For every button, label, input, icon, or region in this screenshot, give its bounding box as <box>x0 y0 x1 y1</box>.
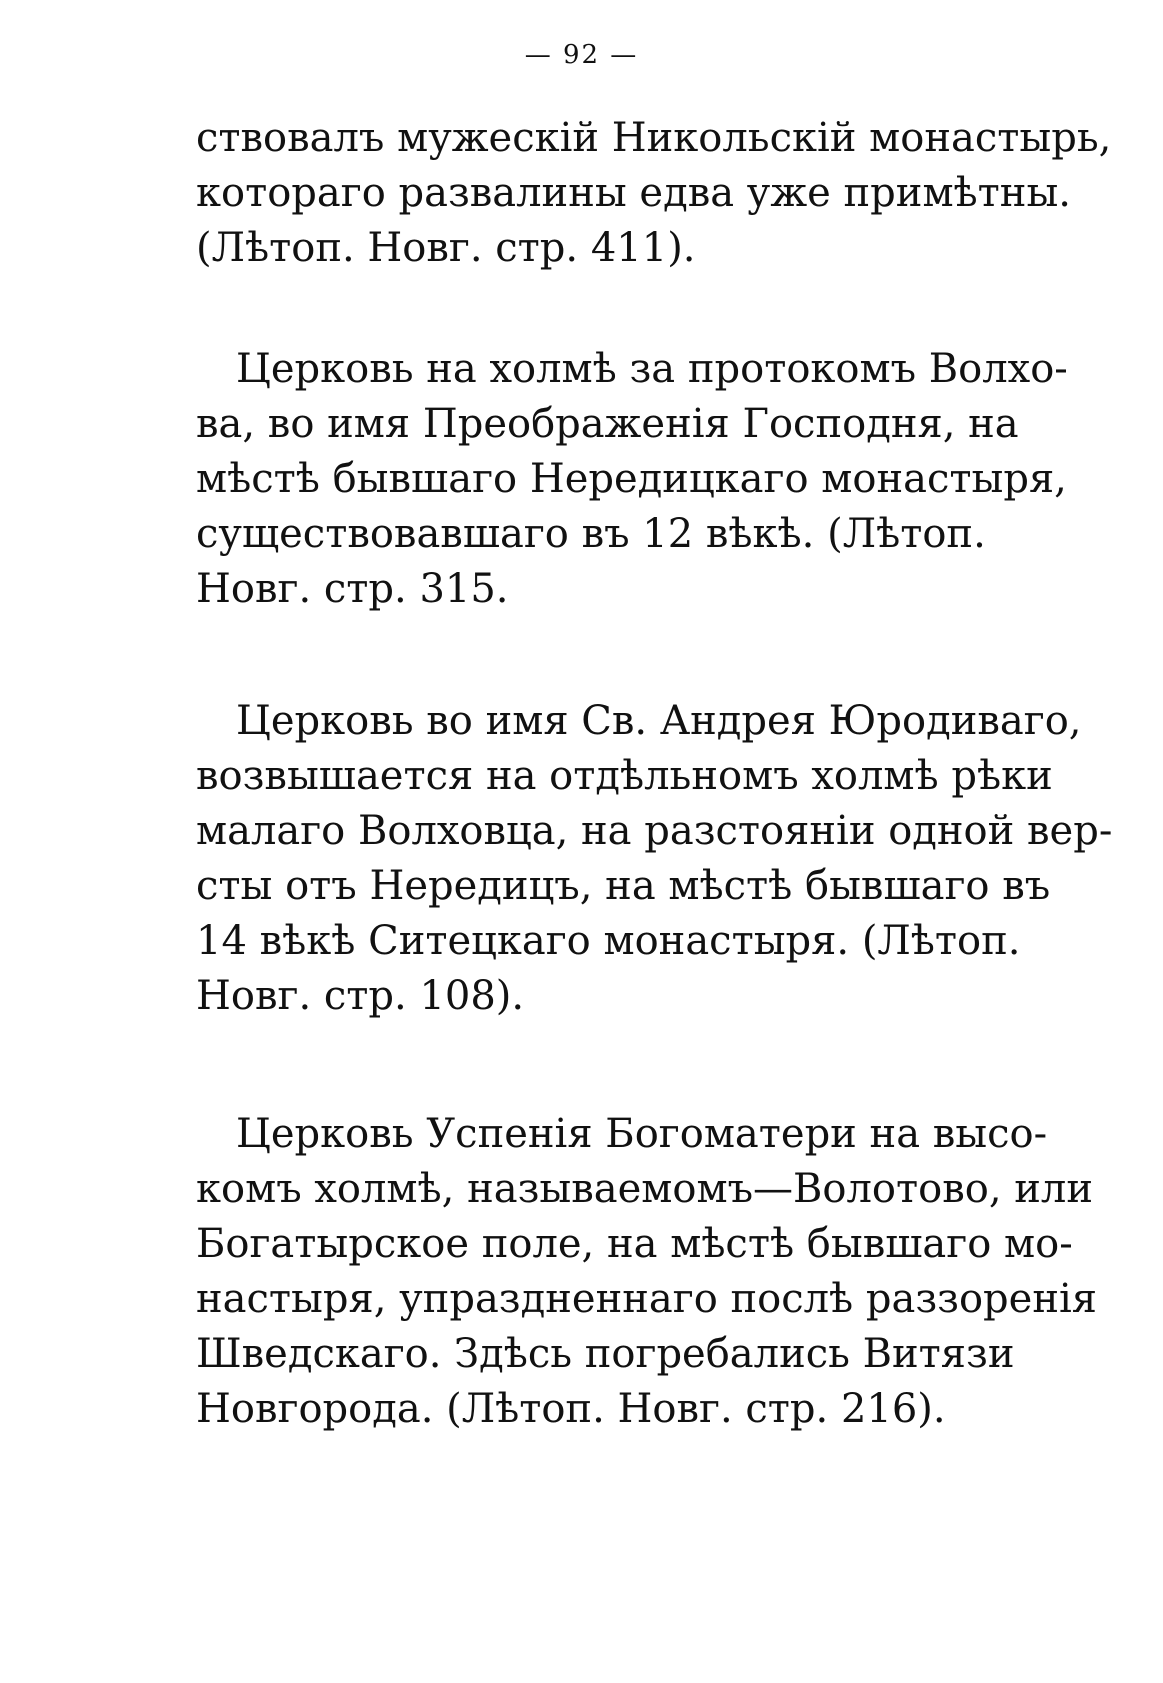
paragraph-dormition-church <box>196 1107 1098 1437</box>
text-line: 14 вѣкѣ Ситецкаго монастыря. (Лѣтоп. <box>196 918 1021 964</box>
text-line: ствовалъ мужескій Никольскій монастырь, <box>196 115 1112 161</box>
text-line: Богатырское поле, на мѣстѣ бывшаго мо- <box>196 1221 1073 1267</box>
text-line: сты отъ Нередицъ, на мѣстѣ бывшаго въ <box>196 863 1051 909</box>
paragraph-nikolsky-monastery <box>196 111 1112 276</box>
text-line: существовавшаго въ 12 вѣкѣ. (Лѣтоп. <box>196 511 986 557</box>
text-line: мѣстѣ бывшаго Нередицкаго монастыря, <box>196 456 1067 502</box>
paragraph-transfiguration-church <box>196 342 1068 617</box>
page-number: — 92 — <box>524 40 639 70</box>
text-line: ва, во имя Преображенія Господня, на <box>196 401 1019 447</box>
text-line: (Лѣтоп. Новг. стр. 411). <box>196 225 696 271</box>
text-line: Церковь на холмѣ за протокомъ Волхо- <box>236 346 1068 392</box>
text-line: возвышается на отдѣльномъ холмѣ рѣки <box>196 753 1053 799</box>
text-line: комъ холмѣ, называемомъ—Волотово, или <box>196 1166 1093 1212</box>
text-line: Новг. стр. 315. <box>196 566 509 612</box>
text-line: Церковь Успенія Богоматери на высо- <box>236 1111 1048 1157</box>
paragraph-st-andrew-church <box>196 694 1113 1024</box>
text-line: Церковь во имя Св. Андрея Юродиваго, <box>236 698 1082 744</box>
text-line: малаго Волховца, на разстояніи одной вер- <box>196 808 1113 854</box>
text-line: Шведскаго. Здѣсь погребались Витязи <box>196 1331 1015 1377</box>
text-line: настыря, упраздненнаго послѣ раззоренія <box>196 1276 1098 1322</box>
text-line: котораго развалины едва уже примѣтны. <box>196 170 1072 216</box>
text-line: Новг. стр. 108). <box>196 973 525 1019</box>
text-line: Новгорода. (Лѣтоп. Новг. стр. 216). <box>196 1386 946 1432</box>
